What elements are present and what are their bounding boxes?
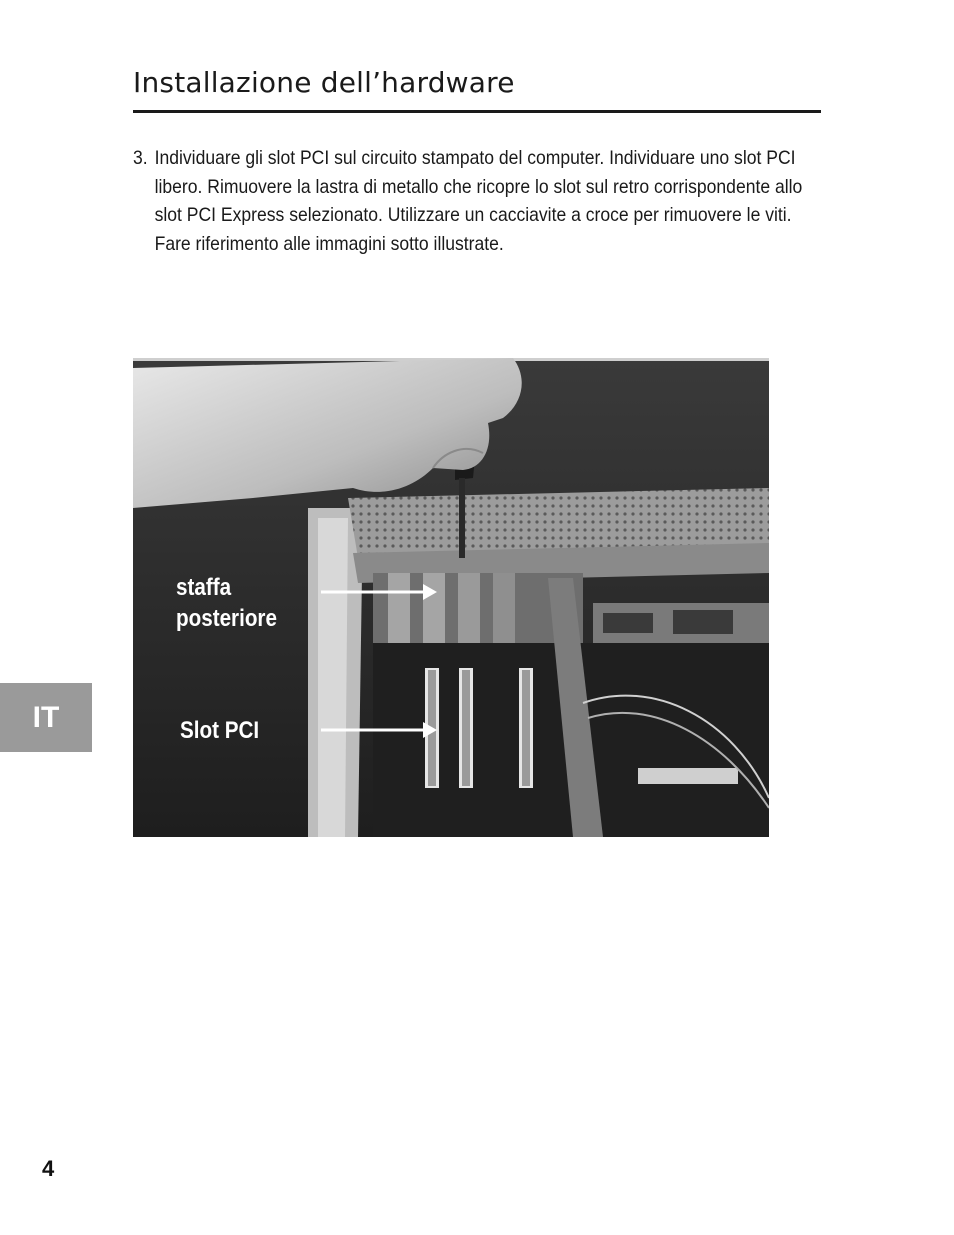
- section-title: Installazione dell’hardware: [133, 66, 515, 99]
- callout-rear-bracket-line2: posteriore: [176, 605, 277, 632]
- step-3: [133, 144, 826, 258]
- callout-rear-bracket: [176, 572, 277, 634]
- language-tab: IT: [0, 683, 92, 752]
- callout-rear-bracket-line1: staffa: [176, 574, 232, 601]
- callout-pci-slot: Slot PCI: [180, 717, 260, 744]
- pci-installation-photo: [133, 358, 769, 837]
- title-divider: [133, 110, 821, 113]
- step-number: 3.: [133, 147, 148, 169]
- page-number: 4: [42, 1156, 55, 1181]
- step-text: Individuare gli slot PCI sul circuito stampato del computer. Individuare uno slot PCI libero. Rimuovere la lastra di metallo che ricopre lo slot sul retro corrispondente allo slot PCI Express selezionato. Utilizzare un cacciavite a croce per rimuovere le viti. Fare riferimento alle immagini sotto illustrate.: [154, 147, 803, 255]
